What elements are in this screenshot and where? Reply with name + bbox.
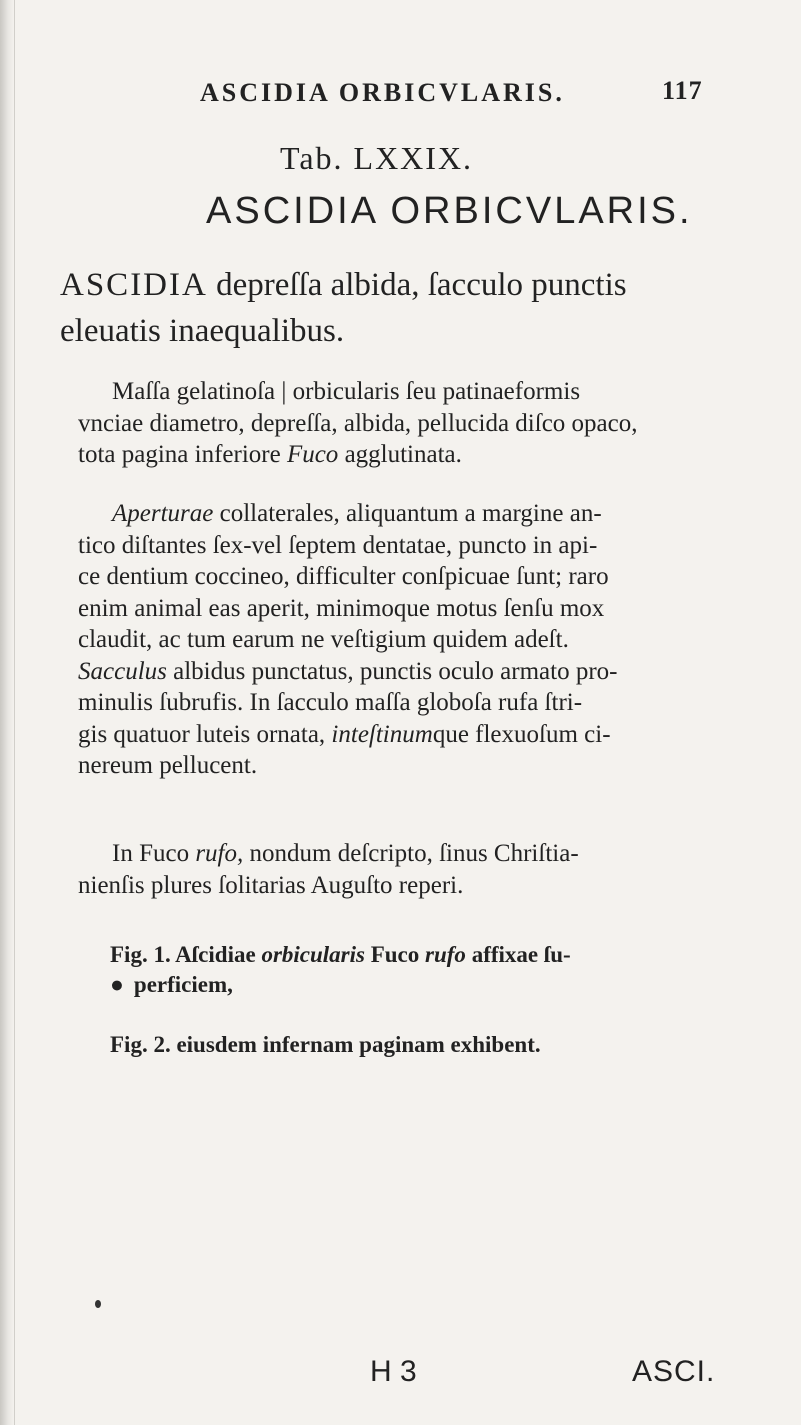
species-diagnosis [60,262,760,354]
paragraph-text: tota pagina inferiore [78,441,287,468]
page-fold-line [14,0,15,1425]
paragraph-line: ce dentium coccineo, difficulter conſpicuae ſunt; raro [78,563,609,590]
paragraph-line [78,719,738,751]
paragraph-line: nienſis plures ſolitarias Auguſto reperi. [78,871,464,899]
running-head: ASCIDIA ORBICVLARIS. [200,78,565,107]
paragraph-text: nondum deſcripto, ſinus Chriſtia- [243,840,579,867]
signature-mark: H 3 [370,1355,417,1388]
ink-speck [95,1300,101,1308]
italic-term: inteſtinum [331,720,433,748]
caption-text: affixae ſu- [465,942,571,967]
paragraph-text: In Fuco [112,840,196,867]
description-paragraph-3 [78,838,738,901]
italic-term: rufo, [195,840,244,867]
bullet-icon: ● [110,972,124,997]
diagnosis-text-line1: depreſſa albida, ſacculo punctis [207,267,627,303]
description-paragraph-1 [78,376,738,471]
paragraph-text: que flexuoſum ci- [432,720,611,748]
page-number: 117 [662,76,703,105]
figure-caption-1 [110,940,571,1000]
caption-text: Fuco [364,942,426,967]
italic-term: rufo [425,942,466,967]
species-title: ASCIDIA ORBICVLARIS. [206,190,693,232]
paragraph-text: albidus punctatus, punctis oculo armato pro- [166,657,618,685]
caption-line [110,1030,541,1060]
description-paragraph-2 [78,498,738,782]
paragraph-text: collaterales, aliquantum a margine an- [213,500,602,527]
caption-text: Aſcidiae [170,942,262,967]
italic-term: Sacculus [78,657,167,685]
paragraph-line [78,838,738,870]
figure-caption-2 [110,1030,541,1060]
plate-label: Tab. LXXIX. [280,140,474,176]
catchword: ASCI. [632,1355,716,1388]
paragraph-line: tico diſtantes ſex-vel ſeptem dentatae, puncto in api- [78,531,598,559]
diagnosis-genus: ASCIDIA [60,267,208,303]
paragraph-line: claudit, ac tum earum ne veſtigium quidem adeſt. [78,626,569,653]
figure-label: Fig. 1. [110,942,171,967]
paragraph-line: Maſſa gelatinoſa | orbicularis ſeu patinaeformis [112,378,581,405]
paragraph-line [78,439,738,471]
italic-term: Aperturae [112,500,214,527]
italic-term: orbicularis [261,942,365,967]
caption-line [110,940,571,970]
paragraph-line: enim animal eas aperit, minimoque motus ſenſu mox [78,594,605,622]
paragraph-line: nereum pellucent. [78,752,258,779]
paragraph-line [78,498,738,530]
diagnosis-text-line2: eleuatis inaequalibus. [60,313,345,349]
caption-text: eiusdem infernam paginam exhibent. [170,1032,541,1057]
paragraph-text: gis quatuor luteis ornata, [78,720,332,748]
caption-text: perficiem, [133,972,233,997]
paragraph-line: vnciae diametro, depreſſa, albida, pellucida diſco opaco, [78,409,638,437]
caption-line [110,970,571,1000]
paragraph-line: minulis ſubrufis. In ſacculo maſſa globoſa rufa ſtri- [78,689,583,716]
paragraph-line [78,656,738,688]
figure-label: Fig. 2. [110,1032,171,1057]
page-gutter-shadow [0,0,14,1425]
italic-term: Fuco [286,441,339,468]
paragraph-text: agglutinata. [338,441,462,468]
